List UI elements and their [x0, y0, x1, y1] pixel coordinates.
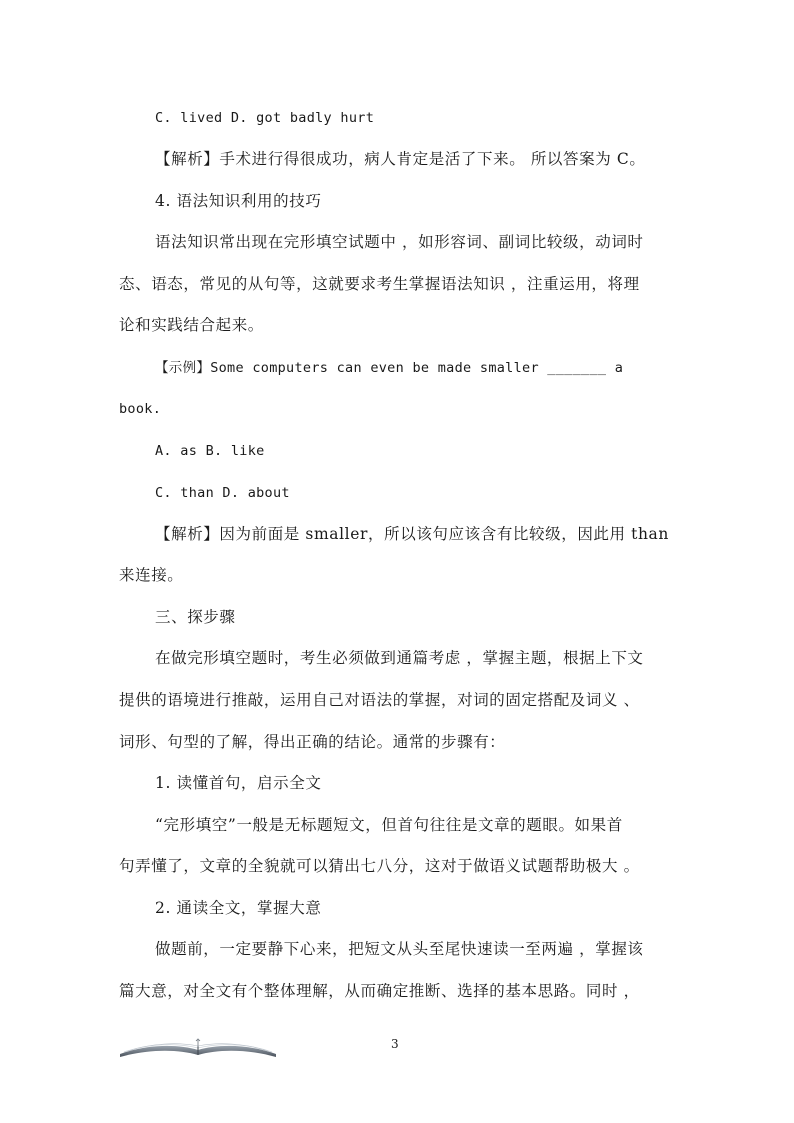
- paragraph-line: 提供的语境进行推敲，运用自己对语法的掌握，对词的固定搭配及词义 、: [119, 691, 640, 709]
- example-question-continued: book.: [119, 401, 162, 417]
- step-heading-1: 1. 读懂首句，启示全文: [155, 774, 322, 792]
- option-line-c-d: C. than D. about: [155, 485, 290, 501]
- paragraph-line: 在做完形填空题时，考生必须做到通篇考虑 ，掌握主题，根据上下文: [155, 649, 644, 667]
- option-line-c-d: C. lived D. got badly hurt: [155, 110, 375, 126]
- section-heading-steps: 三、探步骤: [155, 608, 236, 626]
- paragraph-line: 态、语态，常见的从句等，这就要求考生掌握语法知识 ，注重运用，将理: [119, 275, 640, 293]
- analysis-paragraph-continued: 来连接。: [119, 566, 184, 584]
- paragraph-line: 词形、句型的了解，得出正确的结论。通常的步骤有：: [119, 733, 506, 751]
- paragraph-line: 语法知识常出现在完形填空试题中 ，如形容词、副词比较级，动词时: [155, 233, 644, 251]
- page-number: 3: [391, 1037, 399, 1051]
- paragraph-line: 句弄懂了，文章的全貌就可以猜出七八分，这对于做语义试题帮助极大 。: [119, 857, 640, 875]
- analysis-paragraph: 【解析】因为前面是 smaller，所以该句应该含有比较级，因此用 than: [155, 525, 669, 543]
- example-question: 【示例】Some computers can even be made smaller _______ a: [155, 360, 624, 376]
- paragraph-line: 篇大意，对全文有个整体理解，从而确定推断、选择的基本思路。同时 ，: [119, 982, 640, 1000]
- analysis-paragraph: 【解析】手术进行得很成功，病人肯定是活了下来。 所以答案为 C。: [155, 150, 646, 168]
- step-heading-2: 2. 通读全文，掌握大意: [155, 899, 322, 917]
- section-heading-grammar-tips: 4. 语法知识利用的技巧: [155, 192, 322, 210]
- paragraph-line: 做题前，一定要静下心来，把短文从头至尾快速读一至两遍 ，掌握该: [155, 940, 644, 958]
- option-line-a-b: A. as B. like: [155, 443, 265, 459]
- paragraph-line: 论和实践结合起来。: [119, 316, 264, 334]
- paragraph-line: “完形填空”一般是无标题短文，但首句往往是文章的题眼。如果首: [155, 816, 623, 834]
- open-book-icon: [118, 1038, 278, 1060]
